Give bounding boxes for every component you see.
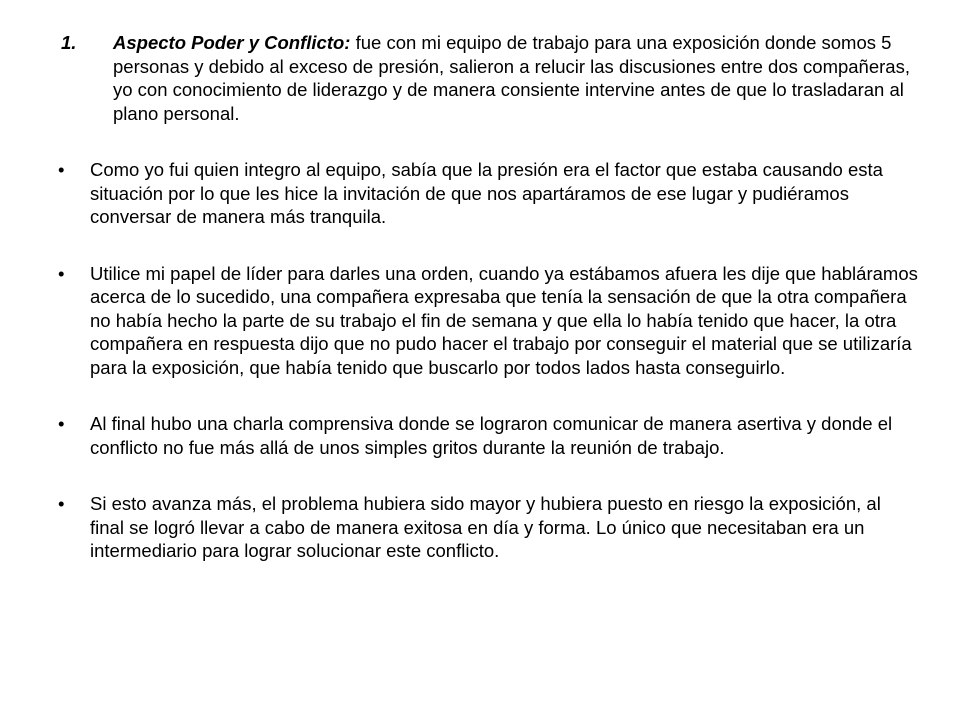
item-text: fue con mi equipo de trabajo para una exposición donde somos 5 personas y debido al exceso de presión, salieron a relucir las discusiones entre dos compañeras, yo con conocimiento de liderazgo y de manera consiente intervine antes de que lo trasladaran al plano personal. <box>113 32 910 124</box>
bullet-item <box>58 412 918 459</box>
item-heading: Aspecto Poder y Conflicto: <box>113 32 351 53</box>
bullet-item <box>58 492 918 563</box>
bullet-item <box>58 262 918 380</box>
bullet-text: Si esto avanza más, el problema hubiera sido mayor y hubiera puesto en riesgo la exposición, al final se logró llevar a cabo de manera exitosa en día y forma. Lo único que necesitaban era un intermediario para lograr solucionar este conflicto. <box>90 493 881 561</box>
bullet-icon: • <box>58 262 65 284</box>
bullet-text: Como yo fui quien integro al equipo, sabía que la presión era el factor que estaba causando esta situación por lo que les hice la invitación de que nos apartáramos de ese lugar y pudiéramos conversar de manera más tranquila. <box>90 159 883 227</box>
bullet-icon: • <box>58 493 65 514</box>
bullet-icon: • <box>58 159 65 180</box>
numbered-list-item <box>58 31 918 125</box>
bullet-text: Al final hubo una charla comprensiva donde se lograron comunicar de manera asertiva y donde el conflicto no fue más allá de unos simples gritos durante la reunión de trabajo. <box>90 413 893 458</box>
slide-content <box>58 31 918 596</box>
bullet-text: Utilice mi papel de líder para darles una orden, cuando ya estábamos afuera les dije que habláramos acerca de lo sucedido, una compañera expresaba que tenía la sensación de que la otra compañera no había hecho la parte de su trabajo el fin de semana y que ella lo había tenido que hacer, la otra compañera en respuesta dijo que no pudo hacer el trabajo por conseguir el material que se utilizaría para la exposición, que había tenido que buscarlo por todos lados hasta conseguirlo. <box>90 262 918 378</box>
bullet-item <box>58 158 918 229</box>
bullet-icon: • <box>58 413 65 434</box>
list-number: 1. <box>61 32 77 53</box>
